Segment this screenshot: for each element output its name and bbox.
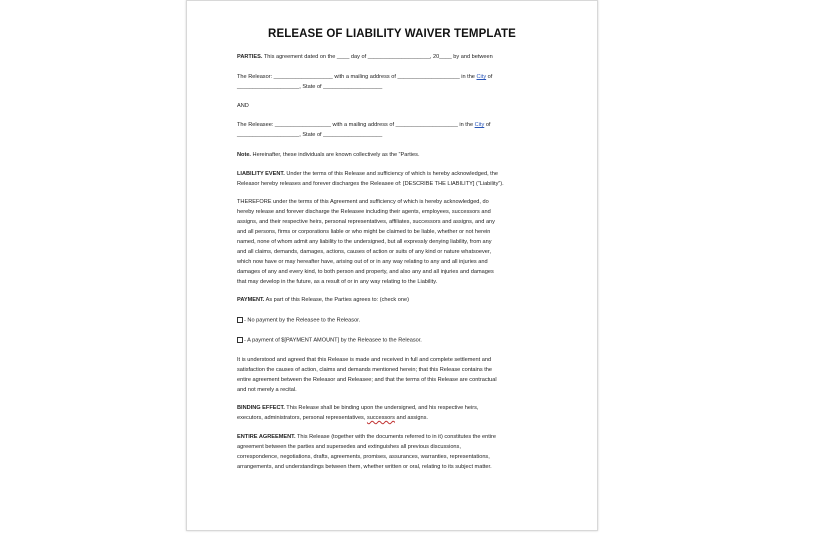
entire-line: arrangements, and understandings between them, whether written or oral, relating to its subject matter. (237, 464, 492, 470)
payment-option-1 (237, 317, 557, 324)
therefore-line: hereby release and forever discharge the Releasee including their agents, employees, successors and (237, 209, 491, 215)
entire-line-1 (237, 434, 557, 441)
releasor-line1-end: of (486, 74, 493, 80)
parties-line (237, 54, 557, 61)
releasee-line-1 (237, 122, 557, 129)
liability-text: Under the terms of this Release and sufficiency of which is hereby acknowledged, the (284, 171, 498, 177)
checkbox-no-payment[interactable] (237, 317, 243, 323)
payment-line (237, 297, 557, 304)
therefore-line: and all claims, demands, damages, actions, causes of action or suits of any kind or nature whatsoever, (237, 249, 492, 255)
entire-line: agreement between the parties and supersedes and extinguishes all previous discussions, (237, 444, 461, 450)
releasor-line-1 (237, 74, 557, 81)
binding-line-1 (237, 405, 557, 412)
note-text: Hereinafter, these individuals are known collectively as the “Parties. (250, 152, 420, 158)
note-line (237, 152, 557, 159)
releasor-text: The Releasor: ___________________ with a mailing address of ____________________ in the (237, 74, 477, 80)
releasor-line-2: ____________________, State of ___________________ (237, 84, 383, 90)
understood-line: entire agreement between the Releasor and Releasee; and that the terms of this Release are contractual (237, 377, 497, 383)
binding-text: This Release shall be binding upon the undersigned, and his respective heirs, (284, 405, 479, 411)
parties-text: This agreement dated on the ____ day of ____________________, 20____ by and between (262, 54, 493, 60)
therefore-line: named, none of whom admit any liability to the undersigned, but all expressly denying liability, from any (237, 239, 492, 245)
payment-option-2 (237, 337, 557, 344)
payment-text: As part of this Release, the Parties agrees to: (check one) (264, 297, 409, 303)
binding-line-2 (237, 415, 557, 422)
document-title: RELEASE OF LIABILITY WAIVER TEMPLATE (268, 28, 516, 40)
parties-label: PARTIES. (237, 54, 263, 60)
note-label: Note. (237, 152, 251, 158)
liability-line-1 (237, 171, 557, 178)
binding-label: BINDING EFFECT. (237, 405, 285, 411)
payment-option-2-label: - A payment of $[PAYMENT AMOUNT] by the Releasee to the Releasor. (244, 337, 422, 344)
therefore-line: which now have or may hereafter have, arising out of or in any way relating to any and all injuries and (237, 259, 488, 265)
binding-line2-end: and assigns. (394, 415, 428, 421)
therefore-line: assigns, and their respective heirs, personal representatives, affiliates, successors and assigns, and any (237, 219, 495, 225)
liability-label: LIABILITY EVENT. (237, 171, 285, 177)
releasee-text: The Releasee: __________________ with a mailing address of ____________________ in the (237, 122, 475, 128)
releasee-city-link[interactable]: City (474, 122, 485, 128)
document-page (186, 0, 598, 531)
therefore-line: damages of any and every kind, to both person and property, and also any and all injuries and damages (237, 269, 494, 275)
entire-line: correspondence, negotiations, drafts, agreements, promises, assurances, warranties, representations, (237, 454, 490, 460)
releasor-city-link[interactable]: City (476, 74, 487, 80)
payment-option-1-label: - No payment by the Releasee to the Releasor. (244, 317, 361, 324)
checkbox-payment-amount[interactable] (237, 337, 243, 343)
and-label: AND (237, 103, 249, 109)
understood-line: satisfaction the causes of action, claims and demands mentioned herein; that this Release contains the (237, 367, 492, 373)
releasee-line-2: ____________________, State of ___________________ (237, 132, 383, 138)
therefore-line: and all persons, firms or corporations liable or who might be claimed to be liable, whether or not herein (237, 229, 491, 235)
binding-line2-start: executors, administrators, personal representatives, (237, 415, 367, 421)
therefore-line: that may develop in the future, as a result of or in any way relating to the Liability. (237, 279, 438, 285)
entire-label: ENTIRE AGREEMENT. (237, 434, 296, 440)
entire-text: This Release (together with the documents referred to in it) constitutes the entire (295, 434, 496, 440)
liability-line-2: Releasor hereby releases and forever discharges the Releasee of: [DESCRIBE THE LIABILITY] (“Liability”). (237, 181, 504, 187)
spelling-flagged-word: successors (366, 415, 395, 421)
understood-line: and not merely a recital. (237, 387, 297, 393)
releasee-line1-end: of (484, 122, 491, 128)
payment-label: PAYMENT. (237, 297, 265, 303)
therefore-line: THEREFORE under the terms of this Agreement and sufficiency of which is hereby acknowledged, do (237, 199, 489, 205)
understood-line: It is understood and agreed that this Release is made and received in full and complete settlement and (237, 357, 492, 363)
